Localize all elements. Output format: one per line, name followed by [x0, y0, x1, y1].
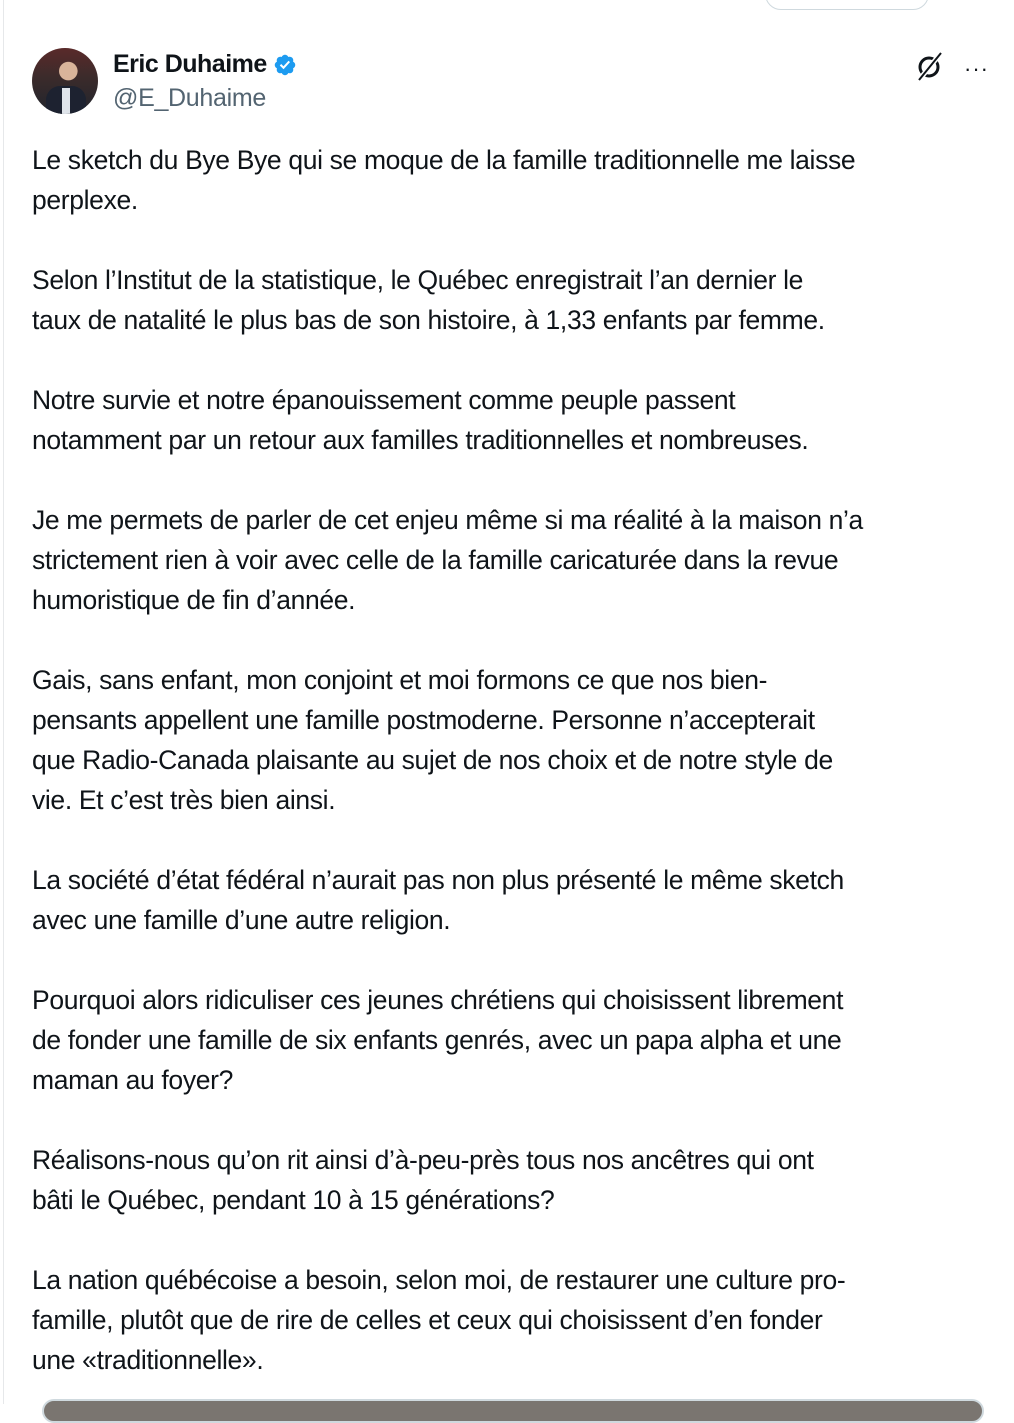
tweet-line: de fonder une famille de six enfants genrés, avec un papa alpha et une: [32, 1025, 842, 1055]
tweet-line: maman au foyer?: [32, 1065, 233, 1095]
tweet-paragraph: [32, 860, 863, 940]
tweet-line: Le sketch du Bye Bye qui se moque de la famille traditionnelle me laisse: [32, 145, 856, 175]
tweet-line: Selon l’Institut de la statistique, le Québec enregistrait l’an dernier le: [32, 265, 804, 295]
grok-icon[interactable]: [914, 50, 946, 82]
tweet-line: strictement rien à voir avec celle de la famille caricaturée dans la revue: [32, 545, 839, 575]
tweet-line: taux de natalité le plus bas de son histoire, à 1,33 enfants par femme.: [32, 305, 825, 335]
tweet-text: [32, 140, 863, 1420]
tweet-line: avec une famille d’une autre religion.: [32, 905, 451, 935]
tweet-line: notamment par un retour aux familles traditionnelles et nombreuses.: [32, 425, 809, 455]
tweet-paragraph: [32, 260, 863, 340]
author-handle[interactable]: @E_Duhaime: [113, 84, 267, 112]
tweet-line: perplexe.: [32, 185, 138, 215]
tweet-line: pensants appellent une famille postmoderne. Personne n’accepterait: [32, 705, 815, 735]
timeline-border: [3, 0, 4, 1404]
tweet-paragraph: [32, 980, 863, 1100]
tweet-paragraph: [32, 1260, 863, 1380]
tweet-paragraph: [32, 500, 863, 620]
tweet-line: La société d’état fédéral n’aurait pas non plus présenté le même sketch: [32, 865, 844, 895]
tweet-line: Gais, sans enfant, mon conjoint et moi formons ce que nos bien-: [32, 665, 768, 695]
tweet-line: bâti le Québec, pendant 10 à 15 générations?: [32, 1185, 555, 1215]
tweet-line: La nation québécoise a besoin, selon moi, de restaurer une culture pro-: [32, 1265, 846, 1295]
author-name-row[interactable]: [113, 50, 297, 79]
tweet-line: Réalisons-nous qu’on rit ainsi d’à-peu-près tous nos ancêtres qui ont: [32, 1145, 814, 1175]
tweet-paragraph: [32, 380, 863, 460]
top-pill-button[interactable]: [765, 0, 929, 10]
tweet-line: humoristique de fin d’année.: [32, 585, 356, 615]
tweet-line: vie. Et c’est très bien ainsi.: [32, 785, 336, 815]
verified-badge-icon: [273, 53, 297, 77]
tweet-paragraph: [32, 140, 863, 220]
media-card[interactable]: [42, 1399, 984, 1423]
more-options-button[interactable]: ···: [964, 56, 989, 81]
tweet-line: une «traditionnelle».: [32, 1345, 264, 1375]
tweet-line: famille, plutôt que de rire de celles et ceux qui choisissent d’en fonder: [32, 1305, 823, 1335]
author-name[interactable]: Eric Duhaime: [113, 50, 267, 78]
tweet-line: que Radio-Canada plaisante au sujet de nos choix et de notre style de: [32, 745, 833, 775]
avatar[interactable]: [32, 48, 98, 114]
tweet-line: Je me permets de parler de cet enjeu même si ma réalité à la maison n’a: [32, 505, 863, 535]
tweet-paragraph: [32, 1140, 863, 1220]
tweet-line: Notre survie et notre épanouissement comme peuple passent: [32, 385, 736, 415]
tweet-paragraph: [32, 660, 863, 820]
tweet-line: Pourquoi alors ridiculiser ces jeunes chrétiens qui choisissent librement: [32, 985, 844, 1015]
